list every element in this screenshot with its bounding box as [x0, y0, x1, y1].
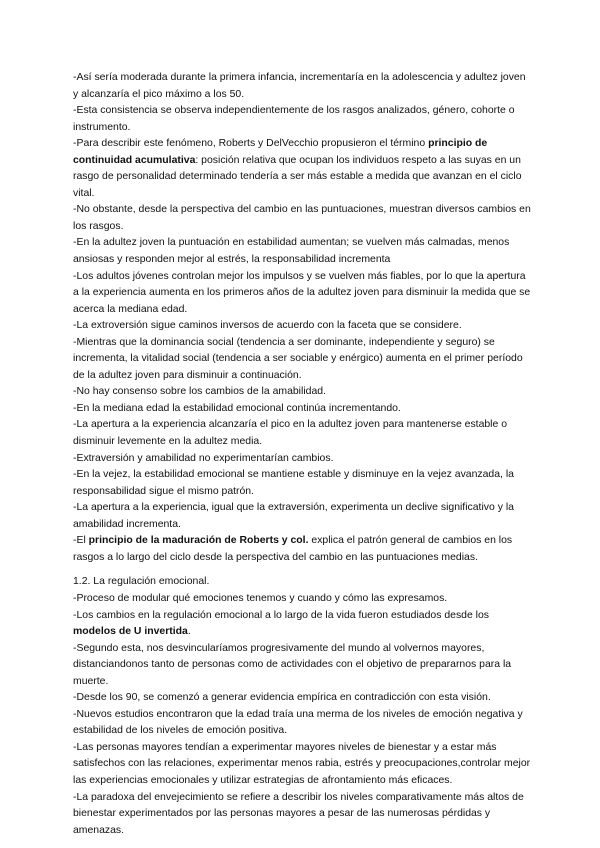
paragraph [73, 103, 533, 136]
text-run: . [187, 626, 191, 638]
text-run: -La apertura a la experiencia alcanzaría el pico en la adultez joven para mantenerse estable o disminuir levemente en la adultez media. [73, 419, 508, 448]
text-run: : posición relativa que ocupan los individuos respeto a las suyas en un rasgo de personalidad determinado tendería a ser más estable a medida que avanzan en el ciclo vital. [73, 154, 522, 199]
text-run: -Las personas mayores tendían a experimentar mayores niveles de bienestar y a estar más satisfechos con las relaciones, experimentar menos rabia, estrés y preocupaciones,controlar mejor las experiencias emocionales y utilizar estrategias de afrontamiento más eficaces. [73, 741, 531, 786]
text-run: -En la mediana edad la estabilidad emocional continúa incrementando. [73, 402, 401, 414]
text-run: -El [73, 535, 89, 547]
paragraph [73, 790, 533, 840]
paragraph [73, 690, 533, 707]
text-run: -La apertura a la experiencia, igual que la extraversión, experimenta un declive significativo y la amabilidad incrementa. [73, 502, 514, 530]
paragraph [73, 467, 533, 500]
paragraph [73, 451, 533, 468]
paragraph [73, 136, 533, 202]
text-run: -Mientras que la dominancia social (tendencia a ser dominante, independiente y seguro) se incrementa, la vitalidad social (tendencia a ser sociable y enérgico) aumenta en el primer período de la adultez joven para disminuir a continuación. [73, 336, 523, 381]
text-run: -Desde los 90, se comenzó a generar evidencia empírica en contradicción con esta visión. [73, 692, 491, 704]
bold-term: principio de continuidad acumulativa [73, 138, 488, 166]
text-run: -Esta consistencia se observa independientemente de los rasgos analizados, género, cohorte o instrumento. [73, 105, 515, 133]
bold-term: modelos de U invertida [73, 626, 188, 638]
paragraph [73, 335, 533, 385]
text-run: -Así sería moderada durante la primera infancia, incrementaría en la adolescencia y adultez joven y alcanzaría el pico máximo a los 50. [73, 72, 526, 100]
text-run: -En la vejez, la estabilidad emocional se mantiene estable y disminuye en la vejez avanzada, la responsabilidad sigue el mismo patrón. [73, 469, 514, 497]
paragraph [73, 533, 533, 566]
paragraph [73, 591, 533, 608]
text-run: -Proceso de modular qué emociones tenemos y cuando y cómo las expresamos. [73, 592, 448, 604]
paragraph [73, 235, 533, 268]
text-run: -Para describir este fenómeno, Roberts y DelVecchio propusieron el término [73, 138, 429, 150]
text-run: -Nuevos estudios encontraron que la edad traía una merma de los niveles de emoción negativa y estabilidad de los niveles de emoción positiva. [73, 708, 523, 737]
document-body [73, 70, 533, 839]
text-run: -Los adultos jóvenes controlan mejor los impulsos y se vuelven más fiables, por lo que la apertura a la experiencia aumenta en los primeros años de la adultez joven para disminuir la medida que se acerca la mediana edad. [73, 270, 531, 315]
text-run: -En la adultez joven la puntuación en estabilidad aumentan; se vuelven más calmadas, menos ansiosas y responden mejor al estrés, la responsabilidad incrementa [73, 237, 510, 266]
text-run: -La paradoxa del envejecimiento se refiere a describir los niveles comparativamente más altos de bienestar experimentados por las personas mayores a pesar de las numerosas pérdidas y amenazas. [73, 791, 524, 836]
text-run: -Segundo esta, nos desvincularíamos progresivamente del mundo al volvernos mayores, distanciandonos tanto de personas como de actividades con el objetivo de prepararnos para la muerte. [73, 642, 512, 687]
paragraph [73, 641, 533, 691]
text-run: -La extroversión sigue caminos inversos de acuerdo con la faceta que se considere. [73, 320, 462, 332]
text-run: -Extraversión y amabilidad no experimentarían cambios. [73, 452, 334, 464]
paragraph [73, 740, 533, 790]
paragraph [73, 202, 533, 235]
text-run: 1.2. La regulación emocional. [73, 576, 210, 588]
text-run: -No hay consenso sobre los cambios de la amabilidad. [73, 386, 326, 398]
paragraph [73, 707, 533, 740]
paragraph [73, 608, 533, 641]
paragraph [73, 401, 533, 418]
paragraph [73, 417, 533, 450]
text-run: -No obstante, desde la perspectiva del cambio en las puntuaciones, muestran diversos cambios en los rasgos. [73, 204, 531, 232]
paragraph [73, 269, 533, 319]
paragraph [73, 318, 533, 335]
text-run: -Los cambios en la regulación emocional a lo largo de la vida fueron estudiados desde los [73, 609, 490, 621]
paragraph [73, 70, 533, 103]
bold-term: principio de la maduración de Roberts y col. [88, 535, 309, 547]
text-run: explica el patrón general de cambios en los rasgos a lo largo del ciclo desde la perspectiva del cambio en las puntuaciones medias. [73, 535, 513, 563]
paragraph [73, 384, 533, 401]
section-heading [73, 574, 533, 591]
paragraph [73, 500, 533, 533]
